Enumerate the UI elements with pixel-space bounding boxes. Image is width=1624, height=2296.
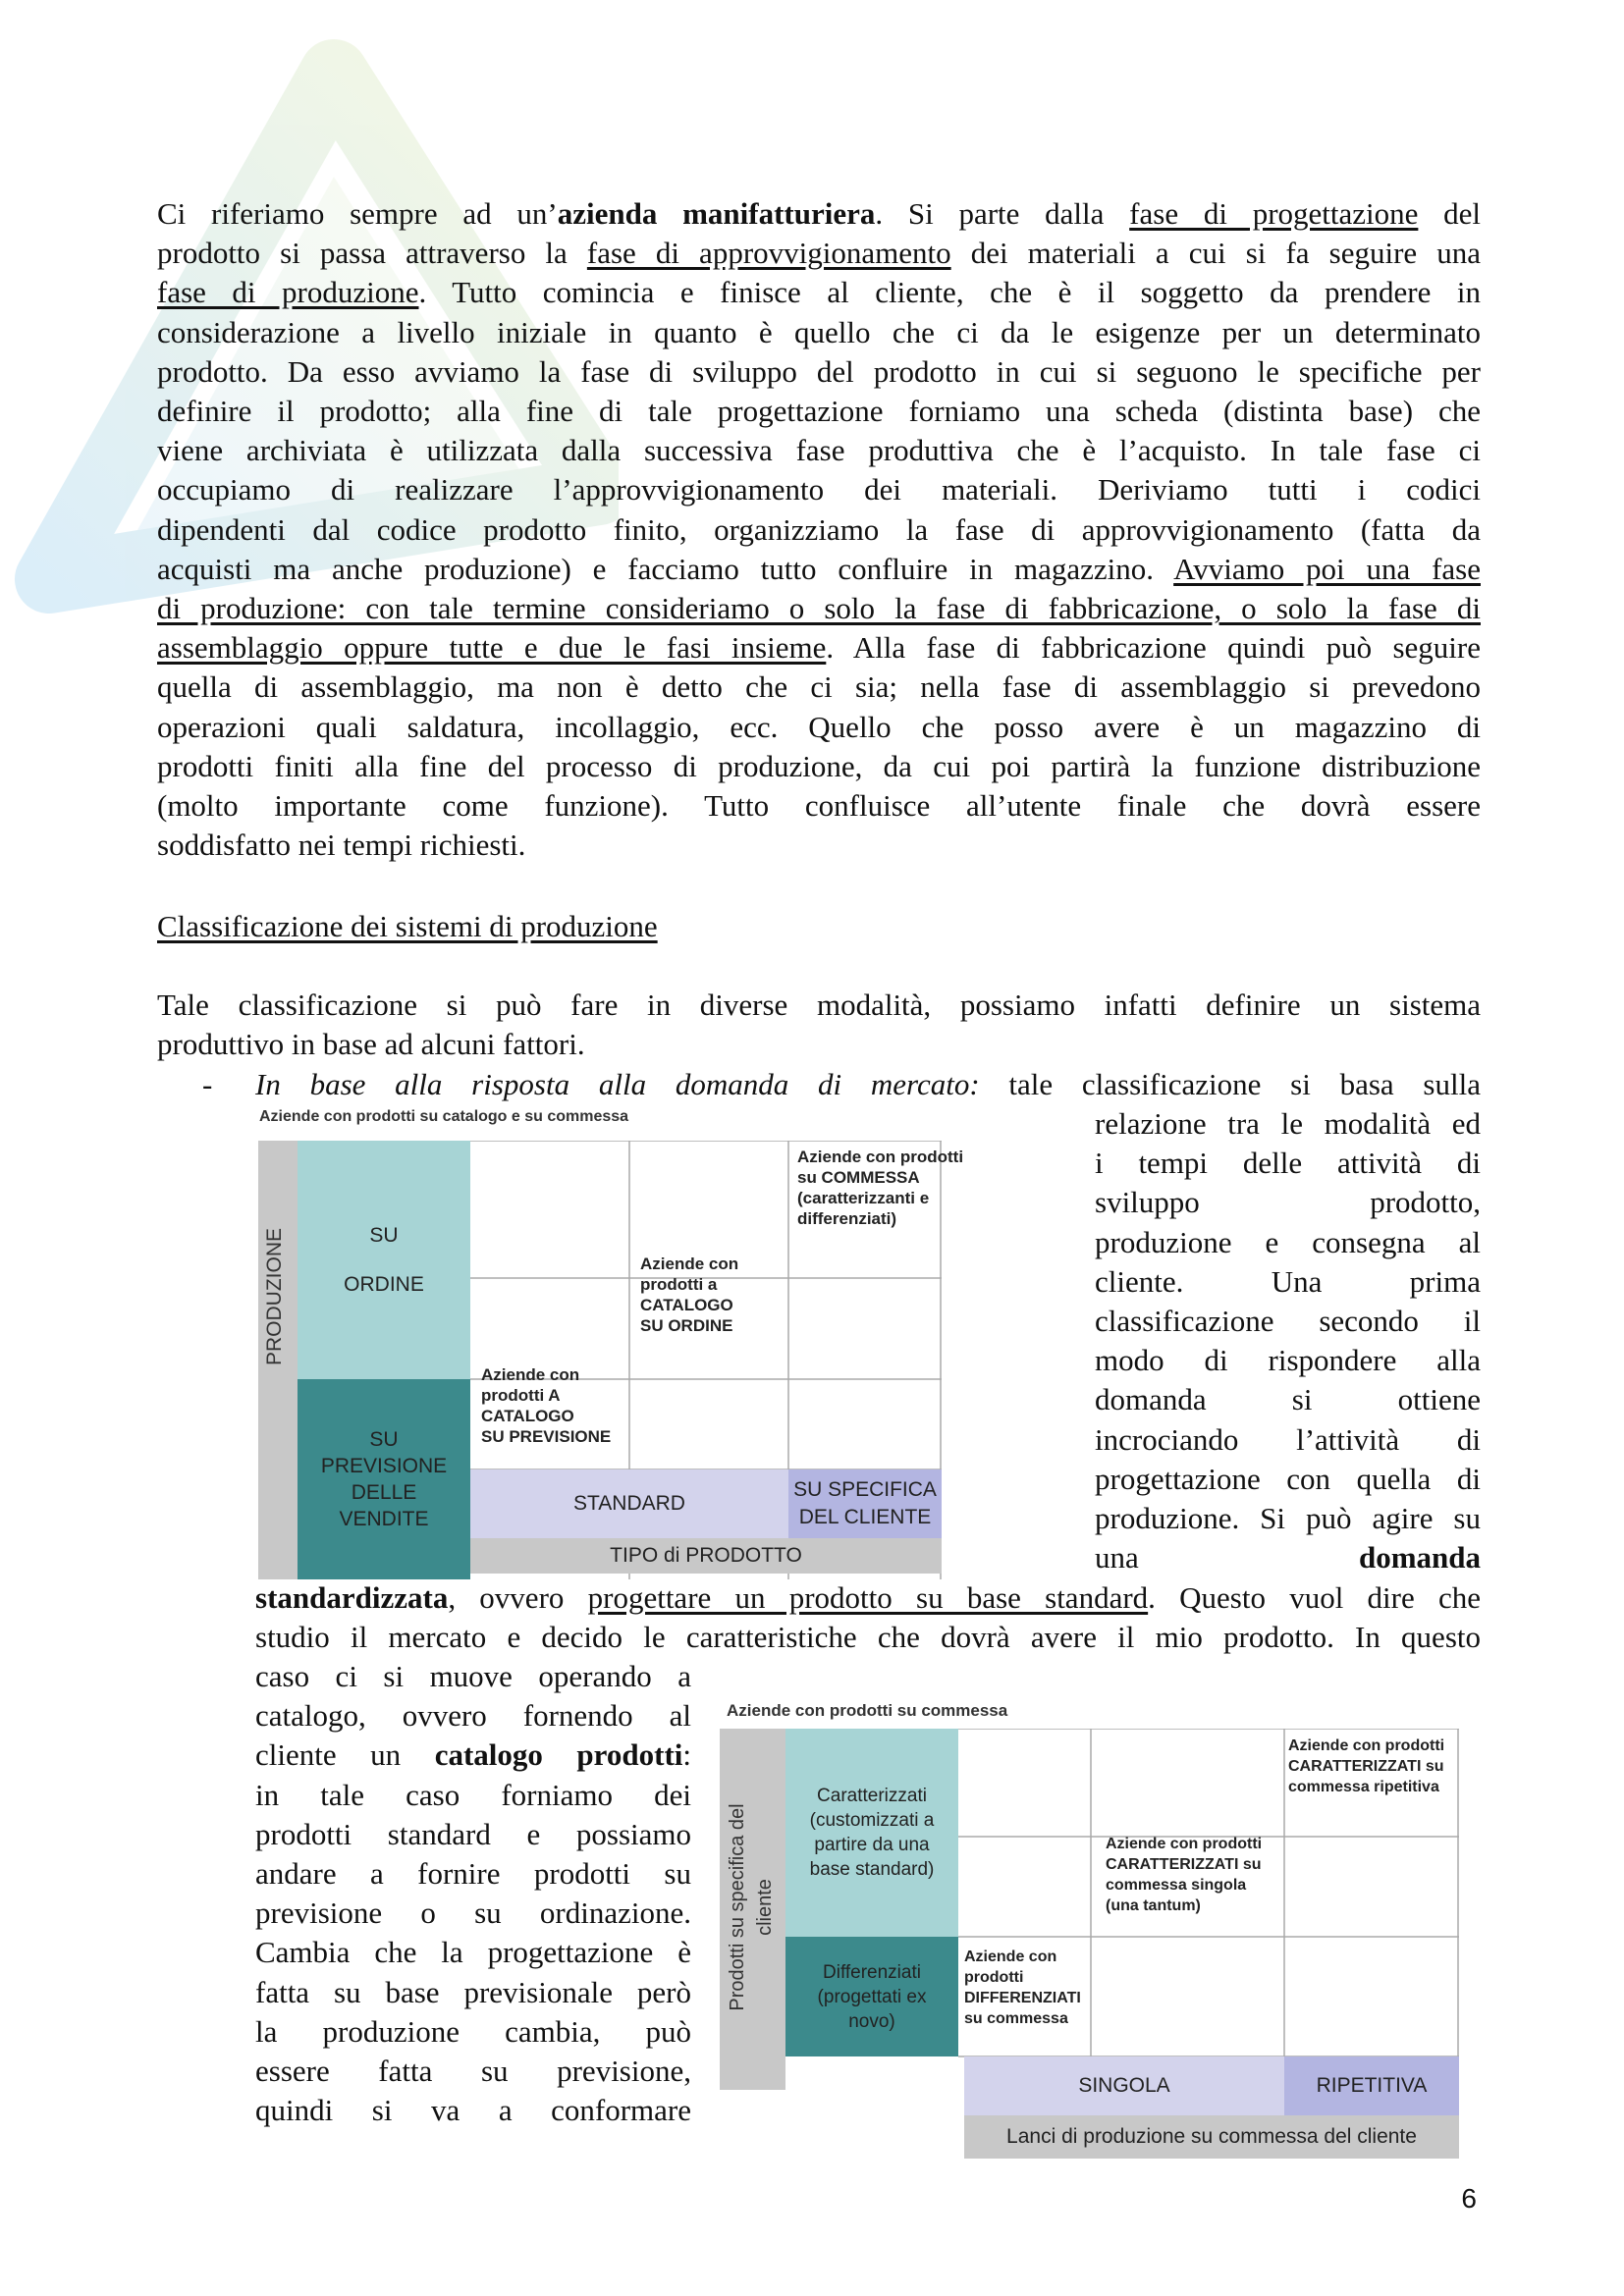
text-line: (molto importante come funzione). Tutto confluisce all’utente finale che dovrà essere	[157, 788, 1481, 824]
figure-title: Aziende con prodotti su commessa	[727, 1701, 1008, 1720]
cell-catalogo-su-ordine: Aziende con prodotti a CATALOGO SU ORDINE	[640, 1255, 739, 1335]
text-line: Ci riferiamo sempre ad un’azienda manifatturiera. Si parte dalla fase di progettazione del	[157, 196, 1482, 231]
bullet-item: In base alla risposta alla domanda di mercato: tale classificazione si basa sulla	[255, 1067, 1481, 1101]
side-text-1: relazione tra le modalità ed i tempi delle attività di sviluppo prodotto, produzione e consegna al cliente. Una prima classificazione secondo il modo di rispondere alla domanda si ottiene incrociando l’attività di progettazione con quella di produzione. Si può agire su una domanda	[1095, 1106, 1481, 1575]
text-line: assemblaggio oppure tutte e due le fasi insieme. Alla fase di fabbricazione quindi può seguire	[157, 630, 1481, 666]
figure-title: Aziende con prodotti su catalogo e su commessa	[259, 1108, 629, 1125]
paragraph-standard: standardizzata, ovvero progettare un prodotto su base standard. Questo vuol dire che studio il mercato e decido le caratteristiche che dovrà avere il mio prodotto. In questo	[255, 1580, 1481, 1655]
cell-ripetitiva: Aziende con prodotti CARATTERIZZATI su commessa ripetitiva	[1288, 1737, 1445, 1795]
x-ripetitiva: RIPETITIVA	[1284, 2056, 1459, 2115]
bullet-dash: -	[202, 1067, 213, 1101]
text-line: quella di assemblaggio, ma non è detto che ci sia; nella fase di assemblaggio si prevedono	[157, 669, 1481, 705]
y-axis-label: Prodotti su specifica del cliente	[727, 1803, 776, 2011]
text-line: prodotto. Da esso avviamo la fase di sviluppo del prodotto in cui si seguono le specifiche per	[157, 353, 1481, 389]
text-line: considerazione a livello iniziale in quanto è quello che ci da le esigenze per un determinato	[157, 314, 1481, 349]
cell-commessa: Aziende con prodotti su COMMESSA (caratterizzanti e differenziati)	[797, 1148, 964, 1228]
paragraph-classification	[157, 986, 1481, 1064]
section-heading: Classificazione dei sistemi di produzione	[157, 909, 658, 943]
text-line: acquisti ma anche produzione) e facciamo tutto confluire in magazzino. Avviamo poi una fase	[157, 551, 1481, 586]
x-singola: SINGOLA	[964, 2056, 1284, 2115]
y-axis-label: PRODUZIONE	[263, 1228, 286, 1366]
figure-commessa	[717, 1693, 1483, 2164]
figure-catalog-commessa	[255, 1104, 982, 1571]
text-line: Tale classificazione si può fare in diverse modalità, possiamo infatti definire un sistema	[157, 988, 1481, 1022]
text-line: soddisfatto nei tempi richiesti.	[157, 828, 526, 863]
cell-singola: Aziende con prodotti CARATTERIZZATI su commessa singola (una tantum)	[1106, 1836, 1263, 1914]
side-text-2: caso ci si muove operando a catalogo, ovvero fornendo al cliente un catalogo prodotti: in tale caso forniamo dei prodotti standard e possiamo andare a fornire prodotti su previsione o su ordinazione. Cambia che la progettazione è fatta su base previsionale però la produzione cambia, può essere fatta su previsione, quindi si va a conformare	[255, 1659, 691, 2128]
text-line: prodotto si passa attraverso la fase di approvvigionamento dei materiali a cui si fa seguire una	[157, 236, 1481, 271]
text-line: di produzione: con tale termine consideriamo o solo la fase di fabbricazione, o solo la fase di	[157, 591, 1481, 626]
text-line: operazioni quali saldatura, incollaggio, ecc. Quello che posso avere è un magazzino di	[157, 709, 1481, 744]
x-su-specifica: SU SPECIFICA DEL CLIENTE	[788, 1469, 942, 1538]
cell-differenziati: Aziende con prodotti DIFFERENZIATI su commessa	[964, 1949, 1081, 2027]
x-axis-label: Lanci di produzione su commessa del cliente	[964, 2115, 1459, 2159]
row-su-previsione: SU PREVISIONE DELLE VENDITE	[298, 1379, 470, 1579]
text-line: occupiamo di realizzare l’approvvigionamento dei materiali. Deriviamo tutti i codici	[157, 472, 1481, 507]
row-su-ordine: SU ORDINE	[298, 1141, 470, 1379]
row-caratterizzati: Caratterizzati (customizzati a partire da una base standard)	[785, 1729, 958, 1937]
page-number: 6	[1461, 2183, 1477, 2214]
text-line: definire il prodotto; alla fine di tale progettazione forniamo una scheda (distinta base) che	[157, 394, 1481, 429]
text-line: dipendenti dal codice prodotto finito, organizziamo la fase di approvvigionamento (fatta da	[157, 511, 1481, 547]
text-line: prodotti finiti alla fine del processo di produzione, da cui poi partirà la funzione distribuzione	[157, 748, 1481, 783]
x-axis-label: TIPO di PRODOTTO	[470, 1538, 942, 1574]
cell-catalogo-su-previsione: Aziende con prodotti A CATALOGO SU PREVISIONE	[481, 1365, 612, 1446]
row-differenziati: Differenziati (progettati ex novo)	[785, 1937, 958, 2056]
text-line: viene archiviata è utilizzata dalla successiva fase produttiva che è l’acquisto. In tale fase ci	[157, 433, 1481, 468]
x-standard: STANDARD	[470, 1469, 788, 1538]
text-line: produttivo in base ad alcuni fattori.	[157, 1027, 585, 1062]
paragraph-intro	[157, 194, 1481, 865]
text-line: fase di produzione. Tutto comincia e finisce al cliente, che è il soggetto da prendere in	[157, 275, 1481, 310]
